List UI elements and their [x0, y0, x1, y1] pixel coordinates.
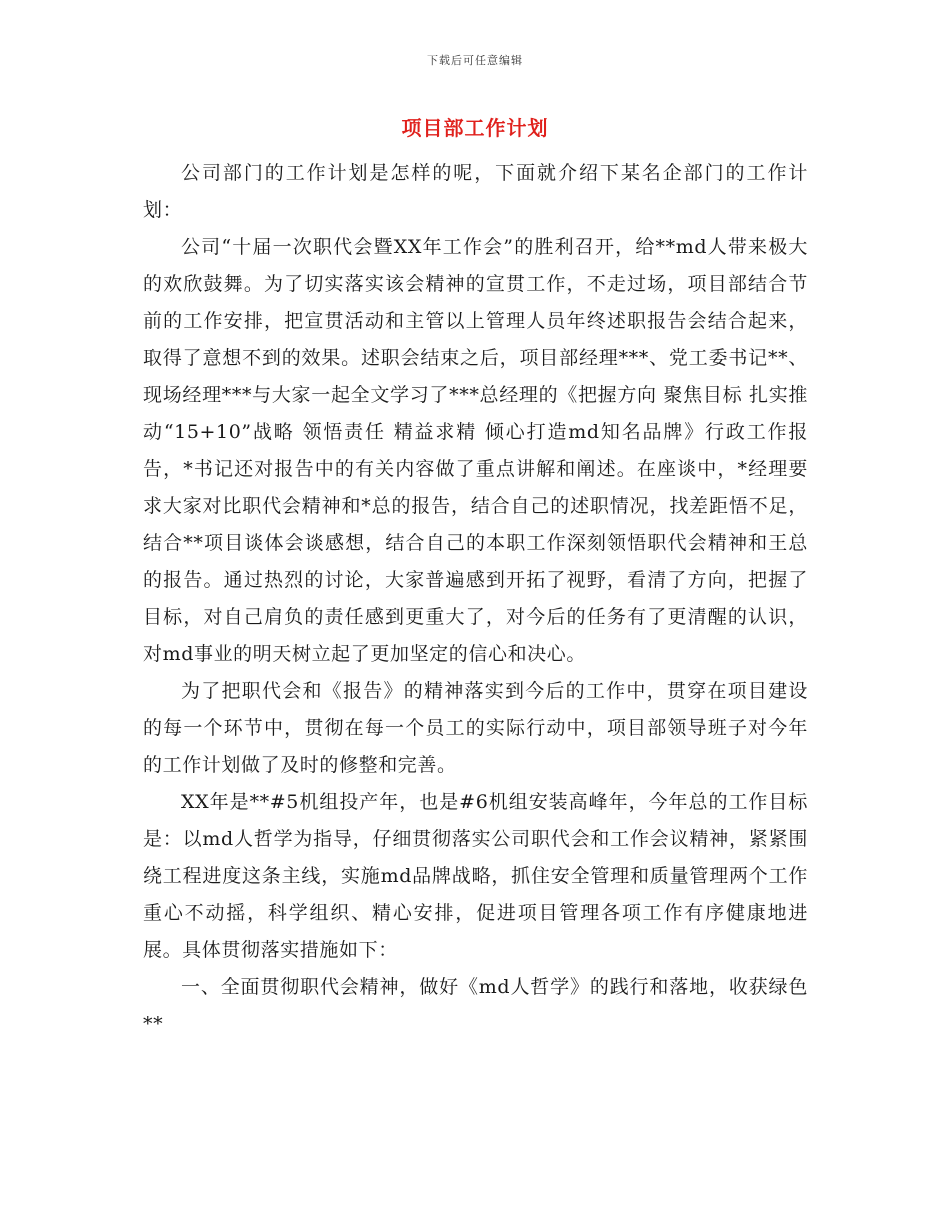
- paragraph-intro: 公司部门的工作计划是怎样的呢，下面就介绍下某名企部门的工作计划：: [143, 162, 808, 221]
- paragraph-meeting: 公司“十届一次职代会暨XX年工作会”的胜利召开，给**md人带来极大的欢欣鼓舞。为了切实落实该会精神的宣贯工作，不走过场，项目部结合节前的工作安排，把宣贯活动和主管以上管理人员年终述职报告会结合起来，取得了意想不到的效果。述职会结束之后，项目部经理***、党工委书记**、现场经理***与大家一起全文学习了***总经理的《把握方向 聚焦目标 扎实推动“15+10”战略 领悟责任 精益求精 倾心打造md知名品牌》行政工作报告，*书记还对报告中的有关内容做了重点讲解和阐述。在座谈中，*经理要求大家对比职代会精神和*总的报告，结合自己的述职情况，找差距悟不足，结合**项目谈体会谈感想，结合自己的本职工作深刻领悟职代会精神和王总的报告。通过热烈的讨论，大家普遍感到开拓了视野，看清了方向，把握了目标，对自己肩负的责任感到更重大了，对今后的任务有了更清醒的认识，对md事业的明天树立起了更加坚定的信心和决心。: [143, 236, 808, 665]
- document-title: 项目部工作计划: [401, 116, 549, 140]
- document-body: [143, 155, 808, 1043]
- paragraph-section-one: 一、全面贯彻职代会精神，做好《md人哲学》的践行和落地，收获绿色**: [143, 976, 808, 1035]
- header-note: 下载后可任意编辑: [427, 54, 523, 67]
- paragraph-implementation: 为了把职代会和《报告》的精神落实到今后的工作中，贯穿在项目建设的每一个环节中，贯彻在每一个员工的实际行动中，项目部领导班子对今年的工作计划做了及时的修整和完善。: [143, 680, 808, 776]
- paragraph-goals: XX年是**#5机组投产年，也是#6机组安装高峰年，今年总的工作目标是：以md人哲学为指导，仔细贯彻落实公司职代会和工作会议精神，紧紧围绕工程进度这条主线，实施md品牌战略，抓住安全管理和质量管理两个工作重心不动摇，科学组织、精心安排，促进项目管理各项工作有序健康地进展。具体贯彻落实措施如下：: [143, 791, 808, 961]
